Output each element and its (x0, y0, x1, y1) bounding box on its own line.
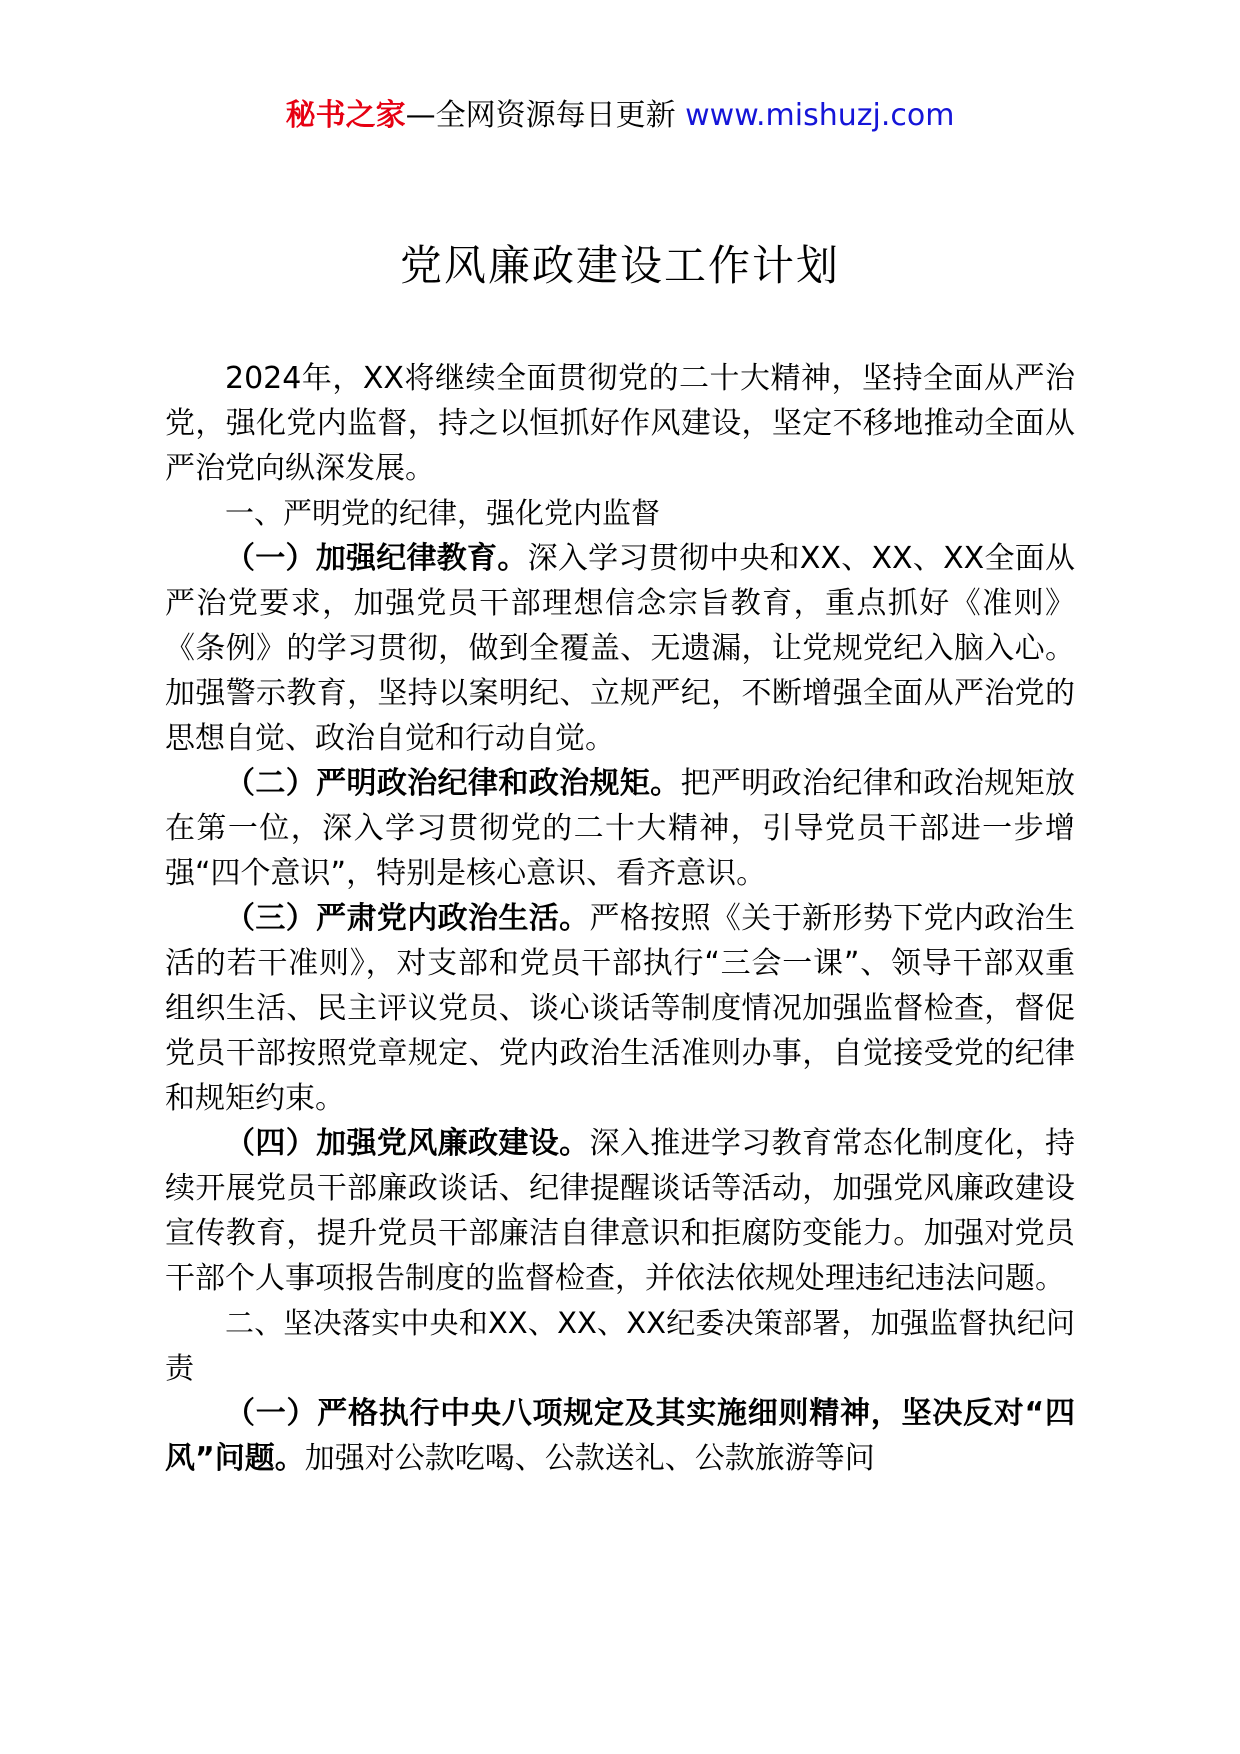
site-header (0, 96, 1240, 136)
paragraph-2-1: （一）严格执行中央八项规定及其实施细则精神，坚决反对“四风”问题。加强对公款吃喝、公款送礼、公款旅游等问 (165, 1396, 1075, 1476)
paragraph-lead: （一）加强纪律教育。 (225, 541, 528, 576)
site-brand: 秘书之家 (285, 98, 406, 133)
paragraph-lead: （三）严肃党内政治生活。 (225, 901, 590, 936)
paragraph-lead: （四）加强党风廉政建设。 (225, 1126, 590, 1161)
paragraph-lead: （一）严格执行中央八项规定及其实施细则精神，坚决反对“四风”问题。 (165, 1396, 1075, 1476)
paragraph-lead: （二）严明政治纪律和政治规矩。 (225, 766, 681, 801)
paragraph-1-2: （二）严明政治纪律和政治规矩。把严明政治纪律和政治规矩放在第一位，深入学习贯彻党的二十大精神，引导党员干部进一步增强“四个意识”，特别是核心意识、看齐意识。 (165, 766, 1076, 891)
site-tagline: —全网资源每日更新 (405, 98, 676, 133)
document-title: 党风廉政建设工作计划 (399, 241, 840, 290)
site-url-link[interactable]: www.mishuzj.com (685, 98, 955, 133)
section-heading-1: 一、严明党的纪律，强化党内监督 (225, 496, 661, 530)
section-heading-2: 二、坚决落实中央和XX、XX、XX纪委决策部署，加强监督执纪问责 (165, 1306, 1075, 1385)
document-body (165, 356, 1075, 1481)
paragraph-1-3: （三）严肃党内政治生活。严格按照《关于新形势下党内政治生活的若干准则》，对支部和党员干部执行“三会一课”、领导干部双重组织生活、民主评议党员、谈心谈话等制度情况加强监督检查，督促党员干部按照党章规定、党内政治生活准则办事，自觉接受党的纪律和规矩约束。 (165, 901, 1076, 1116)
intro-paragraph: 2024年，XX将继续全面贯彻党的二十大精神，坚持全面从严治党，强化党内监督，持之以恒抓好作风建设，坚定不移地推动全面从严治党向纵深发展。 (165, 361, 1075, 486)
paragraph-1-1: （一）加强纪律教育。深入学习贯彻中央和XX、XX、XX全面从严治党要求，加强党员干部理想信念宗旨教育，重点抓好《准则》《条例》的学习贯彻，做到全覆盖、无遗漏，让党规党纪入脑入心。加强警示教育，坚持以案明纪、立规严纪，不断增强全面从严治党的思想自觉、政治自觉和行动自觉。 (165, 541, 1076, 756)
paragraph-1-4: （四）加强党风廉政建设。深入推进学习教育常态化制度化，持续开展党员干部廉政谈话、纪律提醒谈话等活动，加强党风廉政建设宣传教育，提升党员干部廉洁自律意识和拒腐防变能力。加强对党员干部个人事项报告制度的监督检查，并依法依规处理违纪违法问题。 (165, 1126, 1076, 1296)
